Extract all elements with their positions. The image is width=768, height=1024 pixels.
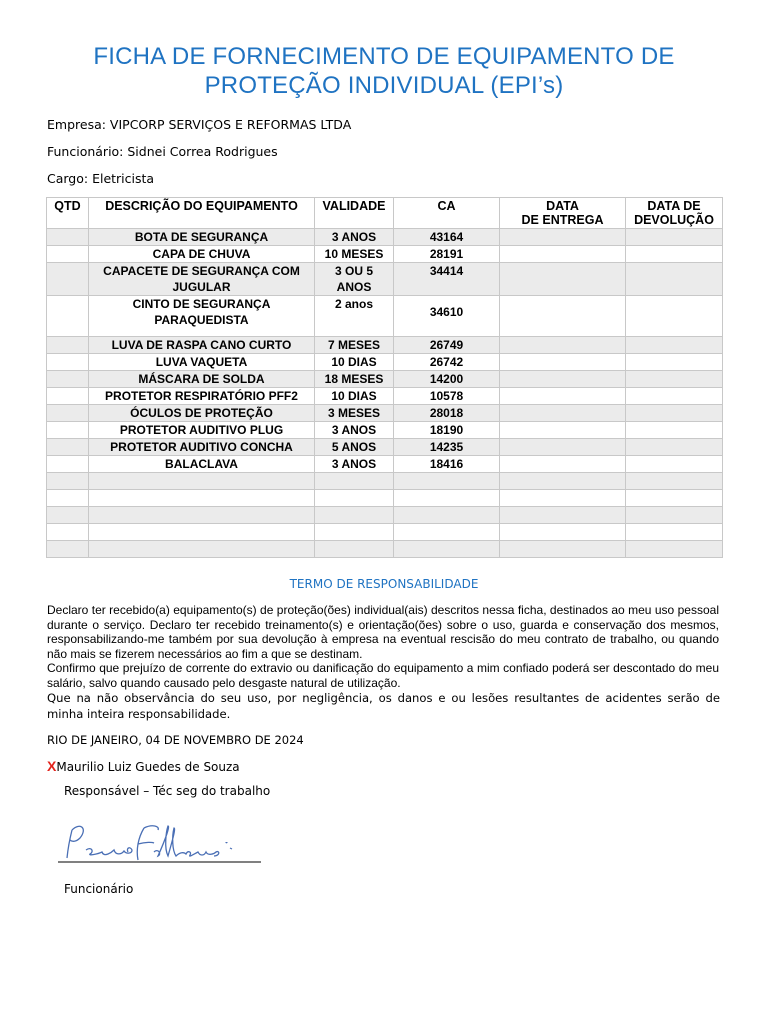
cell-data-devolucao[interactable] xyxy=(626,456,723,473)
cell-data-entrega[interactable] xyxy=(500,439,626,456)
cell-ca: 14235 xyxy=(394,439,500,456)
table-row-empty xyxy=(47,524,723,541)
responsavel-role: Responsável – Téc seg do trabalho xyxy=(64,784,271,798)
cell-data-devolucao[interactable] xyxy=(626,263,723,296)
table-row xyxy=(47,263,723,296)
header-qtd: QTD xyxy=(47,198,89,229)
cell-ca: 34610 xyxy=(394,296,500,337)
cell-qtd[interactable] xyxy=(47,456,89,473)
cell-qtd[interactable] xyxy=(47,490,89,507)
cell-ca: 18190 xyxy=(394,422,500,439)
cell-ca: 43164 xyxy=(394,229,500,246)
table-row xyxy=(47,405,723,422)
empresa-line: Empresa: VIPCORP SERVIÇOS E REFORMAS LTDA xyxy=(47,117,352,132)
cell-validade: 3 MESES xyxy=(315,405,394,422)
cell-descricao: BALACLAVA xyxy=(89,456,315,473)
cell-data-entrega[interactable] xyxy=(500,337,626,354)
table-row xyxy=(47,422,723,439)
cell-data-devolucao[interactable] xyxy=(626,524,723,541)
table-row xyxy=(47,354,723,371)
cell-data-entrega[interactable] xyxy=(500,263,626,296)
cell-descricao: PROTETOR RESPIRATÓRIO PFF2 xyxy=(89,388,315,405)
cell-validade: 18 MESES xyxy=(315,371,394,388)
cell-data-devolucao[interactable] xyxy=(626,337,723,354)
epi-table xyxy=(46,197,723,558)
funcionario-signature-label: Funcionário xyxy=(64,882,134,896)
cell-data-entrega[interactable] xyxy=(500,229,626,246)
cell-qtd[interactable] xyxy=(47,439,89,456)
cell-data-devolucao[interactable] xyxy=(626,296,723,337)
cell-validade[interactable] xyxy=(315,507,394,524)
cell-data-devolucao[interactable] xyxy=(626,388,723,405)
cell-qtd[interactable] xyxy=(47,337,89,354)
table-header-row xyxy=(47,198,723,229)
cell-data-entrega[interactable] xyxy=(500,405,626,422)
cell-validade: 2 anos xyxy=(315,296,394,337)
cell-ca: 14200 xyxy=(394,371,500,388)
table-row-empty xyxy=(47,490,723,507)
cell-validade: 3 ANOS xyxy=(315,456,394,473)
cell-validade: 7 MESES xyxy=(315,337,394,354)
cell-qtd[interactable] xyxy=(47,246,89,263)
cell-data-entrega[interactable] xyxy=(500,388,626,405)
header-validade: VALIDADE xyxy=(315,198,394,229)
cell-ca[interactable] xyxy=(394,541,500,558)
termo-body xyxy=(47,603,719,690)
cell-descricao: PROTETOR AUDITIVO PLUG xyxy=(89,422,315,439)
cell-data-devolucao[interactable] xyxy=(626,439,723,456)
cell-qtd[interactable] xyxy=(47,229,89,246)
cell-validade: 10 DIAS xyxy=(315,388,394,405)
cell-ca: 26742 xyxy=(394,354,500,371)
cargo-line: Cargo: Eletricista xyxy=(47,171,155,186)
cell-data-devolucao[interactable] xyxy=(626,541,723,558)
cell-data-devolucao[interactable] xyxy=(626,354,723,371)
cell-descricao[interactable] xyxy=(89,490,315,507)
cell-qtd[interactable] xyxy=(47,422,89,439)
cell-data-entrega[interactable] xyxy=(500,246,626,263)
cell-descricao: CAPACETE DE SEGURANÇA COM JUGULAR xyxy=(89,263,315,296)
cell-validade: 3 ANOS xyxy=(315,422,394,439)
document-date: RIO DE JANEIRO, 04 DE NOVEMBRO DE 2024 xyxy=(47,733,304,747)
table-row xyxy=(47,246,723,263)
cell-qtd[interactable] xyxy=(47,541,89,558)
cell-ca[interactable] xyxy=(394,473,500,490)
table-row-empty xyxy=(47,507,723,524)
cell-validade[interactable] xyxy=(315,473,394,490)
cell-qtd[interactable] xyxy=(47,296,89,337)
cell-ca: 34414 xyxy=(394,263,500,296)
table-row xyxy=(47,337,723,354)
cell-data-devolucao[interactable] xyxy=(626,507,723,524)
cell-validade: 3 OU 5 ANOS xyxy=(315,263,394,296)
responsavel-name: Maurilio Luiz Guedes de Souza xyxy=(56,760,240,774)
signature-image xyxy=(58,818,263,868)
table-row xyxy=(47,439,723,456)
cell-ca: 18416 xyxy=(394,456,500,473)
cell-descricao: MÁSCARA DE SOLDA xyxy=(89,371,315,388)
cell-qtd[interactable] xyxy=(47,405,89,422)
x-mark: X xyxy=(47,758,57,774)
header-ca: CA xyxy=(394,198,500,229)
cell-qtd[interactable] xyxy=(47,524,89,541)
table-row xyxy=(47,229,723,246)
cell-data-entrega[interactable] xyxy=(500,490,626,507)
cell-qtd[interactable] xyxy=(47,473,89,490)
cell-descricao: PROTETOR AUDITIVO CONCHA xyxy=(89,439,315,456)
table-row xyxy=(47,296,723,337)
header-descricao: DESCRIÇÃO DO EQUIPAMENTO xyxy=(89,198,315,229)
cell-ca: 26749 xyxy=(394,337,500,354)
cell-validade: 3 ANOS xyxy=(315,229,394,246)
cell-data-entrega[interactable] xyxy=(500,524,626,541)
cell-data-entrega[interactable] xyxy=(500,371,626,388)
cell-qtd[interactable] xyxy=(47,263,89,296)
cell-data-entrega[interactable] xyxy=(500,422,626,439)
cell-validade: 10 DIAS xyxy=(315,354,394,371)
signature-stroke xyxy=(67,826,132,858)
cell-ca: 28018 xyxy=(394,405,500,422)
cell-descricao[interactable] xyxy=(89,507,315,524)
cell-descricao: LUVA DE RASPA CANO CURTO xyxy=(89,337,315,354)
cell-data-devolucao[interactable] xyxy=(626,371,723,388)
cell-qtd[interactable] xyxy=(47,507,89,524)
cell-ca: 28191 xyxy=(394,246,500,263)
cell-ca[interactable] xyxy=(394,524,500,541)
cell-descricao[interactable] xyxy=(89,473,315,490)
cell-data-entrega[interactable] xyxy=(500,473,626,490)
cell-data-entrega[interactable] xyxy=(500,541,626,558)
table-row-empty xyxy=(47,473,723,490)
termo-paragraph-3: Que na não observância do seu uso, por negligência, os danos e ou lesões resultantes de acidentes serão de minha inteira responsabilidade. xyxy=(47,691,720,721)
cell-validade[interactable] xyxy=(315,541,394,558)
cell-data-entrega[interactable] xyxy=(500,507,626,524)
header-data-devolucao: DATA DE DEVOLUÇÃO xyxy=(626,198,723,229)
document-title: FICHA DE FORNECIMENTO DE EQUIPAMENTO DE PROTEÇÃO INDIVIDUAL (EPI’s) xyxy=(93,43,675,99)
cell-data-devolucao[interactable] xyxy=(626,473,723,490)
table-row xyxy=(47,456,723,473)
cell-ca[interactable] xyxy=(394,507,500,524)
cell-data-devolucao[interactable] xyxy=(626,405,723,422)
cell-descricao[interactable] xyxy=(89,541,315,558)
header-data-entrega: DATA DE ENTREGA xyxy=(500,198,626,229)
cell-descricao: BOTA DE SEGURANÇA xyxy=(89,229,315,246)
table-row xyxy=(47,371,723,388)
cell-ca[interactable] xyxy=(394,490,500,507)
cell-data-devolucao[interactable] xyxy=(626,229,723,246)
table-row xyxy=(47,388,723,405)
cell-qtd[interactable] xyxy=(47,354,89,371)
cell-data-entrega[interactable] xyxy=(500,354,626,371)
cell-descricao: CAPA DE CHUVA xyxy=(89,246,315,263)
cell-data-devolucao[interactable] xyxy=(626,246,723,263)
responsavel-line xyxy=(47,758,240,774)
cell-data-entrega[interactable] xyxy=(500,296,626,337)
cell-qtd[interactable] xyxy=(47,388,89,405)
signature-stroke xyxy=(226,842,232,849)
signature-stroke xyxy=(137,826,219,860)
cell-descricao: LUVA VAQUETA xyxy=(89,354,315,371)
cell-validade[interactable] xyxy=(315,490,394,507)
cell-data-devolucao[interactable] xyxy=(626,490,723,507)
cell-descricao: ÓCULOS DE PROTEÇÃO xyxy=(89,405,315,422)
cell-validade: 5 ANOS xyxy=(315,439,394,456)
cell-qtd[interactable] xyxy=(47,371,89,388)
cell-data-devolucao[interactable] xyxy=(626,422,723,439)
cell-validade: 10 MESES xyxy=(315,246,394,263)
termo-paragraph-2: Confirmo que prejuízo de corrente do extravio ou danificação do equipamento a mim confiado poderá ser descontado do meu salário, salvo quando causado pelo desgaste natural de utilização. xyxy=(47,661,719,690)
cell-descricao: CINTO DE SEGURANÇA PARAQUEDISTA xyxy=(89,296,315,337)
cell-ca: 10578 xyxy=(394,388,500,405)
cell-validade[interactable] xyxy=(315,524,394,541)
funcionario-line: Funcionário: Sidnei Correa Rodrigues xyxy=(47,144,278,159)
termo-title: TERMO DE RESPONSABILIDADE xyxy=(289,577,479,591)
termo-paragraph-1: Declaro ter recebido(a) equipamento(s) de proteção(ões) individual(ais) descritos nessa ficha, destinados ao meu uso pessoal durante o serviço. Declaro ter recebido treinamento(s) e orientação(ões) sobre o uso, guarda e conservação dos mesmos, responsabilizando-me também por sua devolução à empresa na eventual rescisão do meu contrato de trabalho, ou quando não mais se fizerem necessários ao fim a que se destinam. xyxy=(47,603,719,661)
table-row-empty xyxy=(47,541,723,558)
cell-data-entrega[interactable] xyxy=(500,456,626,473)
cell-descricao[interactable] xyxy=(89,524,315,541)
